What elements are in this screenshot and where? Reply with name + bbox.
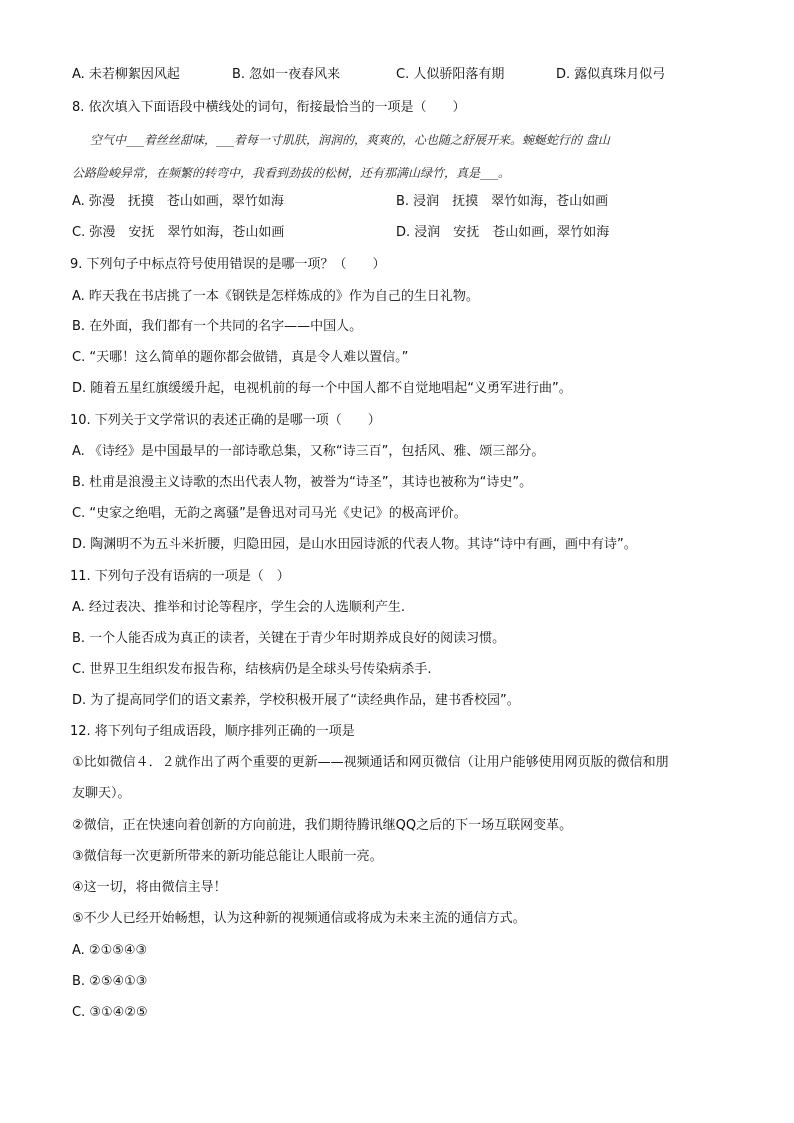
q9-option-d[interactable]: D. 随着五星红旗缓缓升起，电视机前的每一个中国人都不自觉地唱起“义勇军进行曲”。 bbox=[72, 381, 572, 396]
q7-option-b[interactable]: B. 忽如一夜春风来 bbox=[232, 67, 341, 82]
q11-option-c[interactable]: C. 世界卫生组织发布报告称，结核病仍是全球头号传染病杀手. bbox=[72, 662, 432, 677]
q8-option-a[interactable]: A. 弥漫 抚摸 苍山如画，翠竹如海 bbox=[72, 194, 284, 209]
q8-passage-line-2: 公路险峻异常，在频繁的转弯中，我看到劲拔的松树，还有那满山绿竹，真是___。 bbox=[72, 166, 511, 180]
q11-stem: 11. 下列句子没有语病的一项是（ ） bbox=[70, 569, 290, 584]
q7-option-a[interactable]: A. 未若柳絮因风起 bbox=[72, 67, 180, 82]
q12-option-b[interactable]: B. ②⑤④①③ bbox=[72, 974, 148, 989]
q9-option-a[interactable]: A. 昨天我在书店挑了一本《钢铁是怎样炼成的》作为自己的生日礼物。 bbox=[72, 289, 479, 304]
q10-option-b[interactable]: B. 杜甫是浪漫主义诗歌的杰出代表人物，被誉为“诗圣”，其诗也被称为“诗史”。 bbox=[72, 475, 533, 490]
q7-option-c[interactable]: C. 人似骄阳落有期 bbox=[396, 67, 505, 82]
q10-option-c[interactable]: C. “史家之绝唱，无韵之离骚”是鲁迅对司马光《史记》的极高评价。 bbox=[72, 506, 467, 521]
q11-option-a[interactable]: A. 经过表决、推举和讨论等程序，学生会的人选顺利产生. bbox=[72, 600, 406, 615]
q10-option-a[interactable]: A. 《诗经》是中国最早的一部诗歌总集，又称“诗三百”，包括风、雅、颂三部分。 bbox=[72, 444, 545, 459]
q8-stem: 8. 依次填入下面语段中横线处的词句，衔接最恰当的一项是（ ） bbox=[72, 100, 466, 115]
q12-sentence-3: ③微信每一次更新所带来的新功能总能让人眼前一亮。 bbox=[72, 849, 383, 864]
q8-option-c[interactable]: C. 弥漫 安抚 翠竹如海，苍山如画 bbox=[72, 225, 285, 240]
q9-option-c[interactable]: C. “天哪！这么简单的题你都会做错，真是令人难以置信。” bbox=[72, 350, 409, 365]
q7-option-d[interactable]: D. 露似真珠月似弓 bbox=[556, 67, 666, 82]
q11-option-d[interactable]: D. 为了提高同学们的语文素养，学校积极开展了“读经典作品，建书香校园”。 bbox=[72, 693, 520, 708]
q12-sentence-1-line-2: 友聊天）。 bbox=[72, 786, 131, 801]
q8-option-d[interactable]: D. 浸润 安抚 苍山如画，翠竹如海 bbox=[396, 225, 610, 240]
q12-sentence-1-line-1: ①比如微信４．２就作出了两个重要的更新——视频通话和网页微信（让用户能够使用网页版的微信和朋 bbox=[72, 755, 669, 770]
q9-stem: 9. 下列句子中标点符号使用错误的是哪一项？（ ） bbox=[70, 257, 386, 272]
q11-option-b[interactable]: B. 一个人能否成为真正的读者，关键在于青少年时期养成良好的阅读习惯。 bbox=[72, 631, 506, 646]
q8-passage-line-1: 空气中___着丝丝甜味，___着每一寸肌肤，润润的，爽爽的，心也随之舒展开来。蜿蜒蛇行的 盘山 bbox=[90, 133, 610, 147]
q12-sentence-2: ②微信，正在快速向着创新的方向前进，我们期待腾讯继QQ之后的下一场互联网变革。 bbox=[72, 818, 573, 833]
q12-option-c[interactable]: C. ③①④②⑤ bbox=[72, 1005, 148, 1020]
q10-stem: 10. 下列关于文学常识的表述正确的是哪一项（ ） bbox=[70, 413, 381, 428]
q12-option-a[interactable]: A. ②①⑤④③ bbox=[72, 943, 148, 958]
q8-option-b[interactable]: B. 浸润 抚摸 翠竹如海，苍山如画 bbox=[396, 194, 609, 209]
q10-option-d[interactable]: D. 陶渊明不为五斗米折腰，归隐田园，是山水田园诗派的代表人物。其诗“诗中有画，画中有诗”。 bbox=[72, 537, 637, 552]
q9-option-b[interactable]: B. 在外面，我们都有一个共同的名字——中国人。 bbox=[72, 319, 363, 334]
q12-sentence-4: ④这一切，将由微信主导！ bbox=[72, 880, 227, 895]
q12-stem: 12. 将下列句子组成语段，顺序排列正确的一项是 bbox=[70, 724, 355, 739]
q12-sentence-5: ⑤不少人已经开始畅想，认为这种新的视频通信或将成为未来主流的通信方式。 bbox=[72, 911, 526, 926]
